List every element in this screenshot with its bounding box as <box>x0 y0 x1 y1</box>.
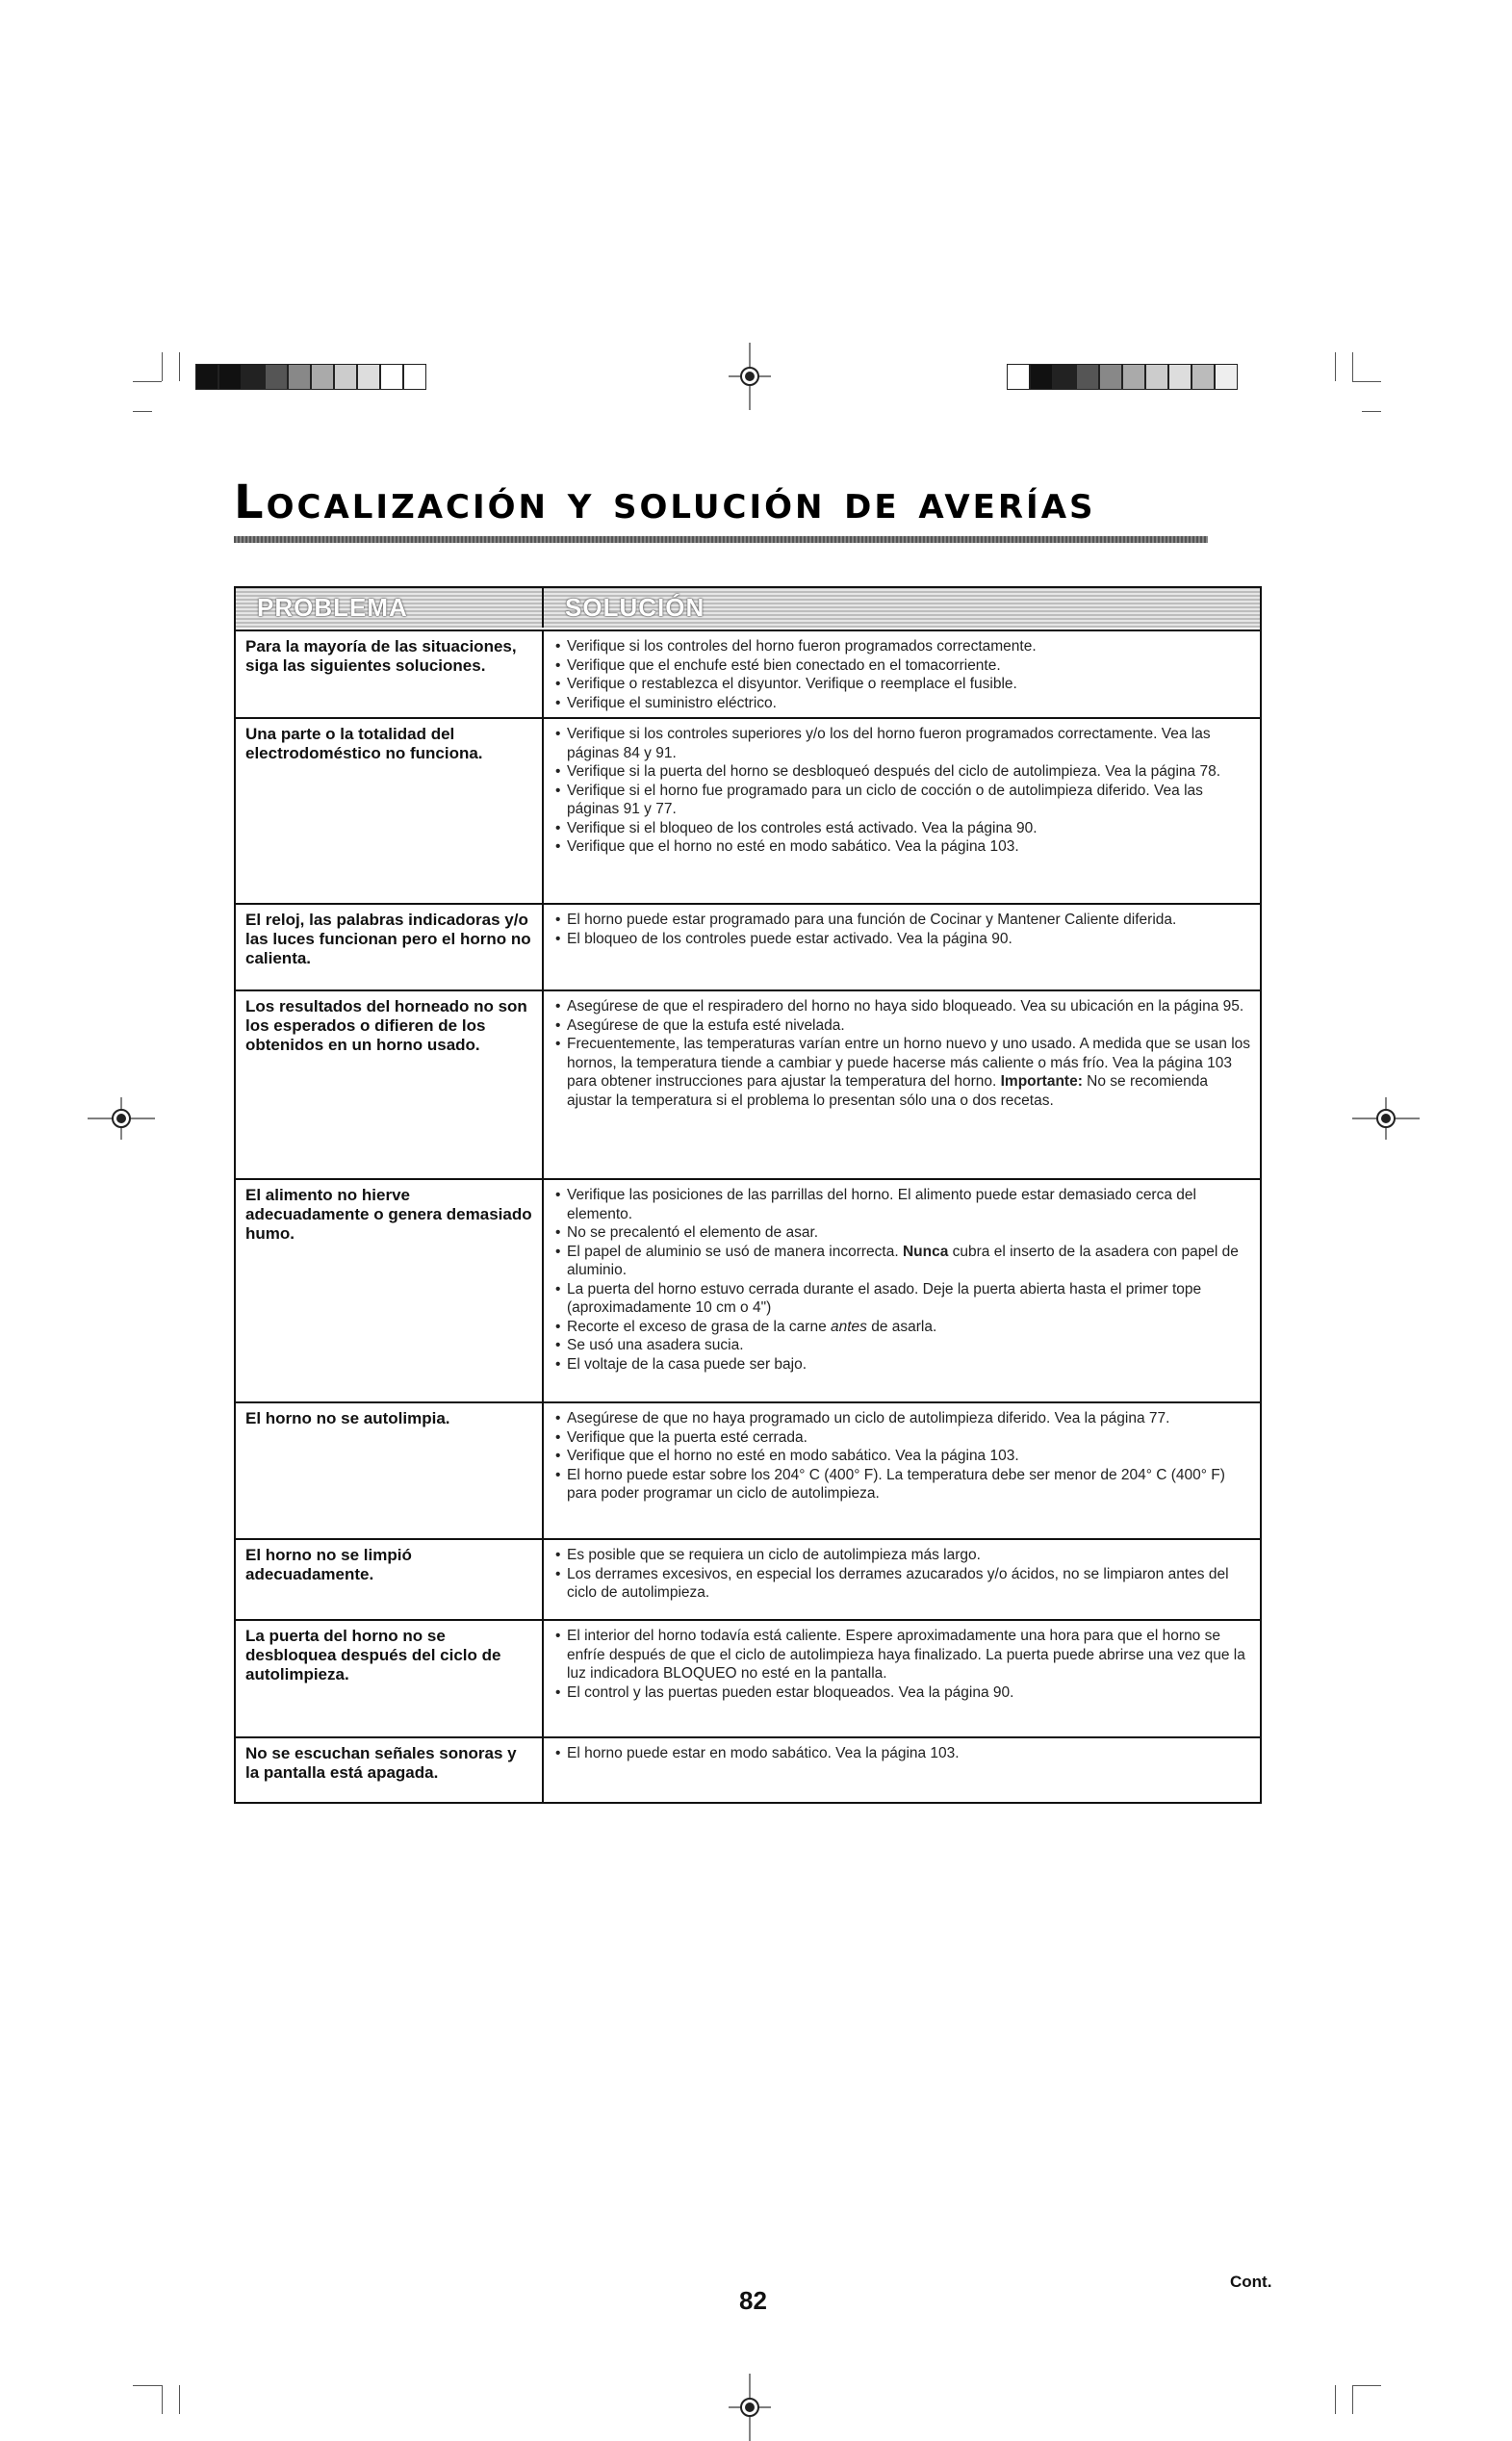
column-header-problem: PROBLEMA <box>236 588 544 628</box>
solution-item <box>555 1035 1252 1110</box>
solution-list <box>555 1186 1252 1374</box>
color-bar-strip-right <box>1007 364 1238 390</box>
solution-list <box>555 1546 1252 1603</box>
solution-text: Verifique si los controles superiores y/o los del horno fueron programados correctamente. Vea las páginas 84 y 91. <box>567 726 1211 761</box>
solution-text: El papel de aluminio se usó de manera incorrecta. <box>567 1243 903 1260</box>
solution-text: Verifique que la puerta esté cerrada. <box>567 1428 807 1446</box>
color-swatch <box>1076 364 1099 390</box>
solution-text: No se precalentó el elemento de asar. <box>567 1224 819 1241</box>
crop-mark <box>1352 2385 1353 2414</box>
solution-text: Recorte el exceso de grasa de la carne <box>567 1318 831 1335</box>
problem-cell: El horno no se limpió adecuadamente. <box>236 1540 544 1619</box>
solution-cell <box>544 1540 1260 1619</box>
solution-cell <box>544 905 1260 989</box>
solution-cell <box>544 631 1260 717</box>
solution-text: Asegúrese de que el respiradero del horno no haya sido bloqueado. Vea su ubicación en la página 95. <box>567 998 1244 1015</box>
problem-cell: No se escuchan señales sonoras y la pantalla está apagada. <box>236 1738 544 1802</box>
problem-cell: Una parte o la totalidad del electrodoméstico no funciona. <box>236 719 544 903</box>
color-swatch <box>265 364 288 390</box>
color-swatch <box>195 364 218 390</box>
solution-list <box>555 637 1252 712</box>
solution-text: No se recomienda ajustar la temperatura si el problema lo presentan sólo una o dos recetas. <box>567 1073 1208 1109</box>
solution-text: cubra el inserto de la asadera con papel de aluminio. <box>567 1243 1239 1278</box>
table-row <box>236 905 1260 991</box>
color-swatch <box>1192 364 1215 390</box>
solution-item <box>555 930 1252 949</box>
crop-mark <box>133 2385 162 2386</box>
solution-text: La puerta del horno estuvo cerrada durante el asado. Deje la puerta abierta hasta el primer tope (aproximadamente 10 cm o 4") <box>567 1280 1202 1316</box>
table-row <box>236 1180 1260 1403</box>
solution-item <box>555 1466 1252 1503</box>
problem-cell: El horno no se autolimpia. <box>236 1403 544 1538</box>
solution-text: Se usó una asadera sucia. <box>567 1337 744 1353</box>
color-swatch <box>1053 364 1076 390</box>
solution-item <box>555 1428 1252 1448</box>
solution-item <box>555 1627 1252 1683</box>
solution-list <box>555 1744 1252 1763</box>
solution-text: Es posible que se requiera un ciclo de autolimpieza más largo. <box>567 1547 981 1563</box>
solution-item <box>555 1016 1252 1036</box>
solution-text: de asarla. <box>866 1318 937 1335</box>
registration-target-icon <box>1352 1097 1420 1140</box>
solution-item <box>555 1336 1252 1355</box>
solution-cell <box>544 1738 1260 1802</box>
solution-text: Verifique el suministro eléctrico. <box>567 694 777 711</box>
table-row <box>236 719 1260 905</box>
solution-item <box>555 694 1252 713</box>
crop-mark <box>1352 381 1381 382</box>
solution-text: El horno puede estar programado para una función de Cocinar y Mantener Caliente diferida. <box>567 912 1177 928</box>
solution-item <box>555 819 1252 838</box>
color-swatch <box>1122 364 1145 390</box>
solution-text: Asegúrese de que la estufa esté nivelada. <box>567 1016 845 1034</box>
crop-mark <box>179 352 180 381</box>
title-underline <box>234 536 1208 543</box>
table-row <box>236 1621 1260 1738</box>
solution-cell <box>544 719 1260 903</box>
solution-text: El horno puede estar en modo sabático. Vea la página 103. <box>567 1745 960 1761</box>
color-swatch <box>334 364 357 390</box>
solution-text: El horno puede estar sobre los 204° C (400° F). La temperatura debe ser menor de 204° C (400° F) para poder programar un ciclo de autolimpieza. <box>567 1466 1225 1502</box>
solution-item <box>555 1318 1252 1337</box>
color-swatch <box>1168 364 1192 390</box>
solution-item <box>555 911 1252 930</box>
color-swatch <box>1099 364 1122 390</box>
solution-item <box>555 1355 1252 1375</box>
solution-item <box>555 637 1252 656</box>
solution-item <box>555 1546 1252 1565</box>
solution-text: El control y las puertas pueden estar bloqueados. Vea la página 90. <box>567 1683 1014 1701</box>
solution-item <box>555 1683 1252 1703</box>
color-swatch <box>218 364 242 390</box>
solution-text: Importante: <box>1000 1073 1083 1090</box>
table-row <box>236 1540 1260 1621</box>
solution-item <box>555 997 1252 1016</box>
color-bar-strip-left <box>195 364 426 390</box>
crop-mark <box>1335 2385 1336 2414</box>
solution-text: Asegúrese de que no haya programado un ciclo de autolimpieza diferido. Vea la página 77. <box>567 1410 1170 1426</box>
crop-mark <box>1335 352 1336 381</box>
solution-item <box>555 1186 1252 1223</box>
crop-mark <box>162 352 163 381</box>
solution-item <box>555 656 1252 676</box>
solution-text: El bloqueo de los controles puede estar activado. Vea la página 90. <box>567 930 1012 947</box>
solution-text: El voltaje de la casa puede ser bajo. <box>567 1355 807 1373</box>
solution-item <box>555 1280 1252 1318</box>
page-title: Localización y solución de averías <box>234 475 1096 529</box>
problem-cell: Los resultados del horneado no son los esperados o difieren de los obtenidos en un horno usado. <box>236 991 544 1178</box>
color-swatch <box>288 364 311 390</box>
color-swatch <box>403 364 426 390</box>
solution-item <box>555 762 1252 782</box>
solution-text: Verifique que el enchufe esté bien conectado en el tomacorriente. <box>567 656 1001 674</box>
solution-text: Verifique si el bloqueo de los controles está activado. Vea la página 90. <box>567 819 1038 836</box>
crop-mark <box>1352 352 1353 381</box>
solution-item <box>555 725 1252 762</box>
solution-list <box>555 1627 1252 1702</box>
problem-cell: La puerta del horno no se desbloquea después del ciclo de autolimpieza. <box>236 1621 544 1736</box>
table-header <box>236 588 1260 631</box>
registration-target-icon <box>88 1097 155 1140</box>
table-row <box>236 631 1260 719</box>
problem-cell: El alimento no hierve adecuadamente o genera demasiado humo. <box>236 1180 544 1401</box>
solution-cell <box>544 1621 1260 1736</box>
troubleshooting-table <box>234 586 1262 1804</box>
solution-list <box>555 1409 1252 1503</box>
solution-item <box>555 1409 1252 1428</box>
problem-cell: Para la mayoría de las situaciones, siga las siguientes soluciones. <box>236 631 544 717</box>
page-number: 82 <box>739 2286 767 2315</box>
solution-text: Los derrames excesivos, en especial los derrames azucarados y/o ácidos, no se limpiaron antes del ciclo de autolimpieza. <box>567 1565 1229 1601</box>
color-swatch <box>311 364 334 390</box>
solution-text: Verifique las posiciones de las parrillas del horno. El alimento puede estar demasiado cerca del elemento. <box>567 1187 1196 1222</box>
solution-list <box>555 725 1252 857</box>
solution-item <box>555 1223 1252 1243</box>
crop-mark <box>1362 411 1381 412</box>
color-swatch <box>242 364 265 390</box>
solution-item <box>555 675 1252 694</box>
solution-text: Frecuentemente, las temperaturas varían entre un horno nuevo y uno usado. A medida que se usan los hornos, la temperatura tiende a cambiar y puede hacerse más caliente o más frío. Vea la página 103 para obtener instrucciones para ajustar la temperatura del horno. <box>567 1036 1251 1090</box>
solution-text: Verifique que el horno no esté en modo sabático. Vea la página 103. <box>567 1448 1019 1464</box>
solution-text: El interior del horno todavía está caliente. Espere aproximadamente una hora para que el horno se enfríe después de que el ciclo de autolimpieza haya finalizado. La puerta puede abrirse una vez que la luz indicadora BLOQUEO no esté en la pantalla. <box>567 1628 1245 1682</box>
table-row <box>236 1403 1260 1540</box>
registration-target-icon <box>729 2374 771 2441</box>
solution-text: Verifique si la puerta del horno se desbloqueó después del ciclo de autolimpieza. Vea la página 78. <box>567 763 1221 780</box>
registration-target-icon <box>729 343 771 410</box>
crop-mark <box>133 381 162 382</box>
solution-item <box>555 1447 1252 1466</box>
color-swatch <box>1215 364 1238 390</box>
crop-mark <box>179 2385 180 2414</box>
solution-list <box>555 997 1252 1110</box>
table-body <box>236 631 1260 1802</box>
solution-item <box>555 1243 1252 1280</box>
color-swatch <box>1145 364 1168 390</box>
solution-cell <box>544 991 1260 1178</box>
solution-item <box>555 837 1252 857</box>
solution-cell <box>544 1403 1260 1538</box>
crop-mark <box>1352 2385 1381 2386</box>
solution-text: Nunca <box>902 1243 949 1260</box>
solution-text: Verifique o restablezca el disyuntor. Verifique o reemplace el fusible. <box>567 676 1017 692</box>
solution-item <box>555 1565 1252 1603</box>
solution-text: Verifique si los controles del horno fueron programados correctamente. <box>567 638 1037 655</box>
column-header-solution: SOLUCIÓN <box>544 588 1260 628</box>
table-row <box>236 991 1260 1180</box>
solution-cell <box>544 1180 1260 1401</box>
color-swatch <box>380 364 403 390</box>
table-row <box>236 1738 1260 1802</box>
continued-label: Cont. <box>1230 2273 1272 2291</box>
solution-item <box>555 782 1252 819</box>
color-swatch <box>1007 364 1030 390</box>
problem-cell: El reloj, las palabras indicadoras y/o las luces funcionan pero el horno no calienta. <box>236 905 544 989</box>
solution-text: antes <box>831 1318 867 1335</box>
solution-text: Verifique que el horno no esté en modo sabático. Vea la página 103. <box>567 838 1019 855</box>
solution-item <box>555 1744 1252 1763</box>
crop-mark <box>162 2385 163 2414</box>
crop-mark <box>133 411 152 412</box>
solution-text: Verifique si el horno fue programado para un ciclo de cocción o de autolimpieza diferido. Vea las páginas 91 y 77. <box>567 782 1203 817</box>
color-swatch <box>1030 364 1053 390</box>
solution-list <box>555 911 1252 948</box>
color-swatch <box>357 364 380 390</box>
